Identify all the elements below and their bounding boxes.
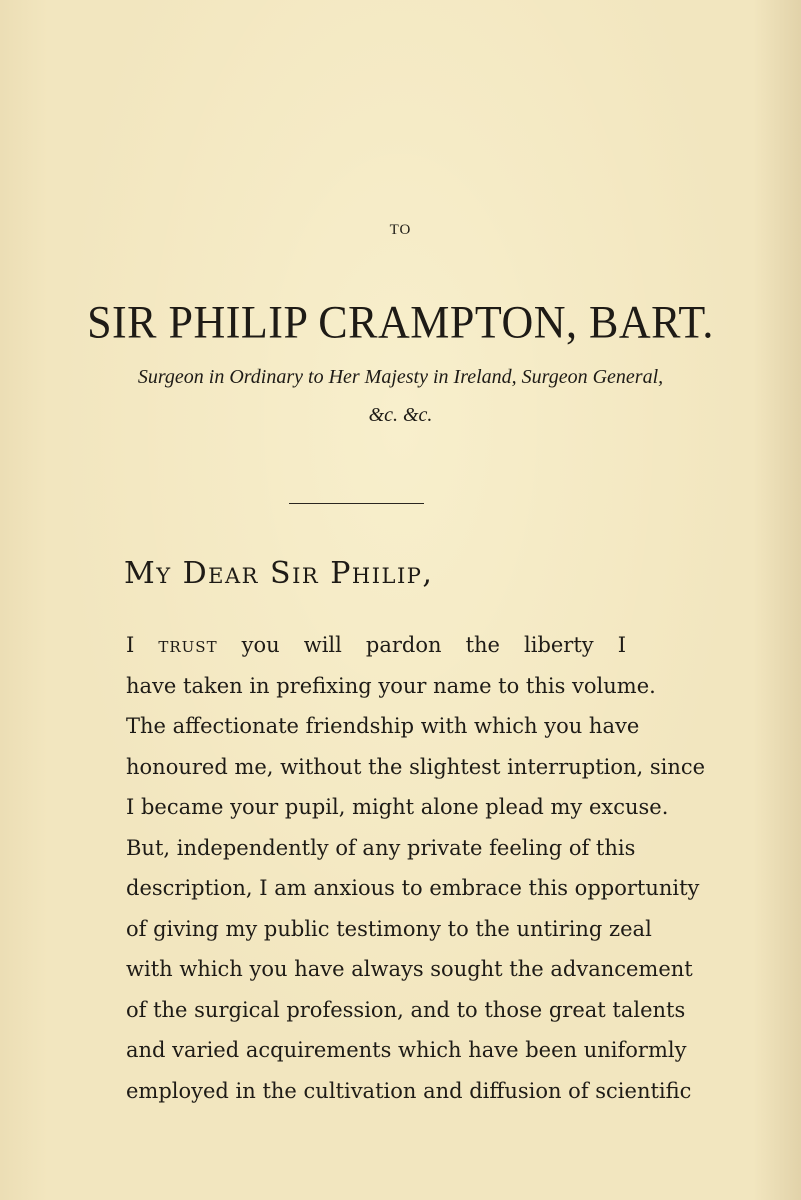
dedication-to: TO [389, 222, 412, 238]
letter-line: I trust you will pardon the liberty I [126, 633, 626, 657]
divider-rule [289, 503, 424, 504]
letter-lead: trust [158, 633, 218, 657]
letter-line: But, independently of any private feeling of this [126, 835, 636, 860]
letter-line: honoured me, without the slightest interruption, since [126, 754, 706, 779]
letter-line: and varied acquirements which have been uniformly [126, 1038, 687, 1062]
letter-line: I became your pupil, might alone plead my excuse. [126, 795, 669, 819]
letter-body [126, 625, 706, 1111]
letter-line: with which you have always sought the advancement [126, 957, 693, 981]
dedicatee-name: SIR PHILIP CRAMPTON, BART. [87, 296, 714, 349]
letter-line: of the surgical profession, and to those great talents [126, 997, 686, 1022]
letter-line: description, I am anxious to embrace this opportunity [126, 876, 700, 900]
letter-line: of giving my public testimony to the untiring zeal [126, 916, 652, 941]
letter-line-text: you will pardon the liberty I [217, 633, 626, 657]
letter-line: have taken in prefixing your name to this volume. [126, 673, 656, 698]
dedicatee-etc: &c. &c. [368, 404, 433, 426]
letter-salutation: My Dear Sir Philip, [124, 556, 434, 591]
letter-line: employed in the cultivation and diffusion of scientific [126, 1078, 692, 1103]
letter-line: The affectionate friendship with which you have [126, 714, 640, 738]
dedicatee-titles: Surgeon in Ordinary to Her Majesty in Ireland, Surgeon General, [137, 366, 664, 388]
